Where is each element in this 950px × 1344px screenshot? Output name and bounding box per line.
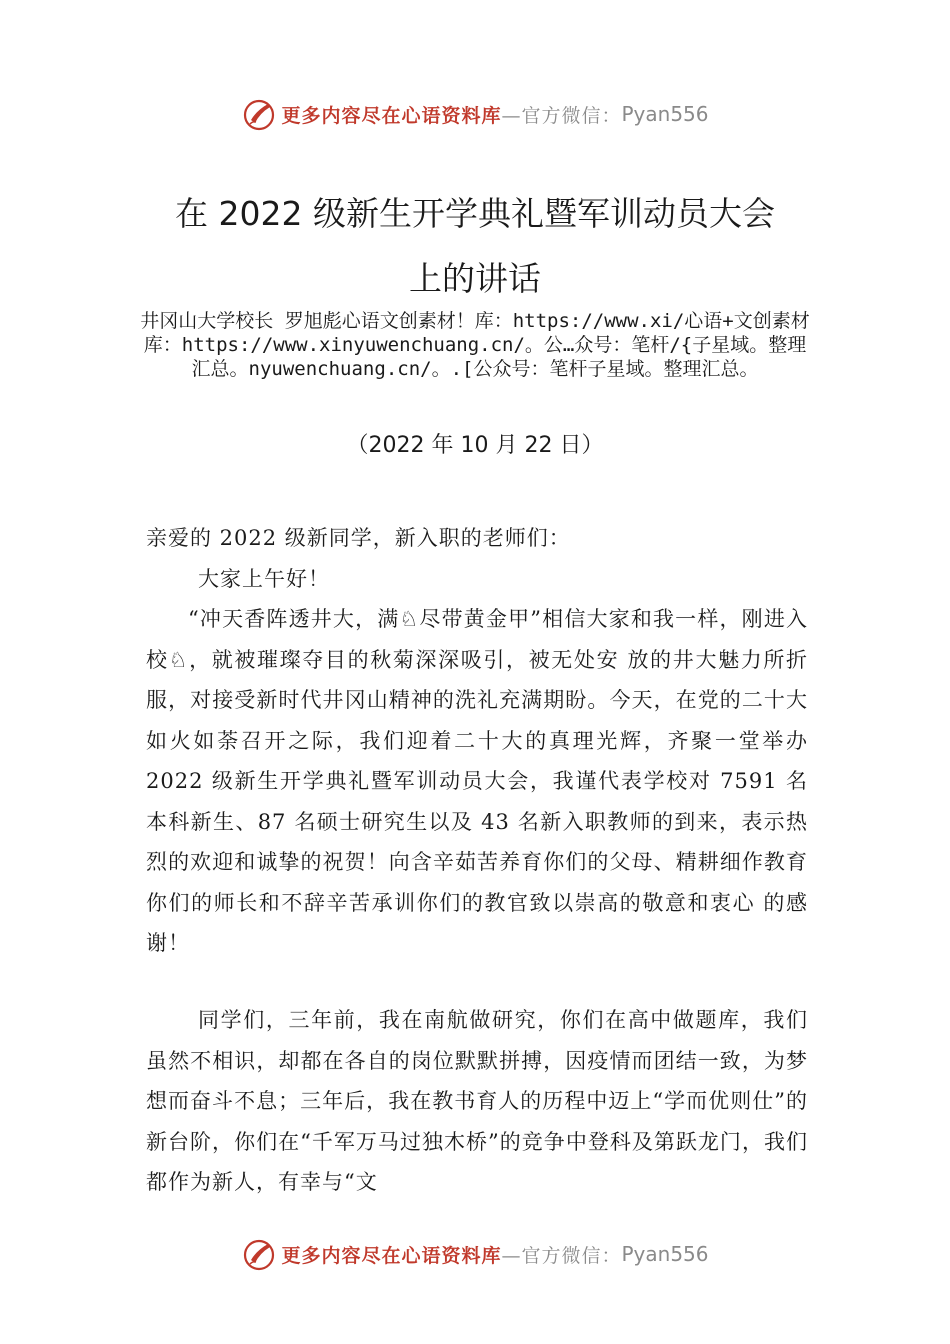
document-title-line1: 在 2022 级新生开学典礼暨军训动员大会 [175,194,775,233]
author-byline: 井冈山大学校长 罗旭彪心语文创素材！库：https://www.xi/心语+文创素材库：https://www.xinyuwenchuang.cn/。公…众号：笔杆/{子星域。整理汇总。nyuwenchuang.cn/。.[公众号：笔杆子星域。整理汇总。 [140,310,810,380]
paragraph-2: 同学们，三年前，我在南航做研究，你们在高中做题库，我们虽然不相识，却都在各自的岗位默默拼搏，因疫情而团结一致，为梦想而奋斗不息；三年后，我在教书育人的历程中迈上“学而优则仕”的新台阶，你们在“千军万马过独木桥”的竞争中登科及第跃龙门，我们都作为新人，有幸与“文 [146,1008,808,1194]
banner-red-text: 更多内容尽在心语资料库 [281,1244,502,1267]
logo-icon [241,1236,277,1272]
salutation: 亲爱的 2022 级新同学，新入职的老师们： [146,526,571,550]
logo-icon [241,96,277,132]
greeting: 大家上午好！ [198,567,330,591]
document-title-line2: 上的讲话 [409,259,541,298]
banner-gray-text: —官方微信： [501,1244,622,1267]
paragraph-1: “冲天香阵透井大，满♘尽带黄金甲”相信大家和我一样，刚进入校♘，就被璀璨夺目的秋菊深深吸引，被无处安 放的井大魅力所折服，对接受新时代井冈山精神的洗礼充满期盼。今天，在党的二十大如火如荼召开之际，我们迎着二十大的真理光辉，齐聚一堂举办 2022 级新生开学典礼暨军训动员大会，我谨代表学校对 7591 名本科新生、87 名硕士研究生以及 43 名新入职教师的到来，表示热烈的欢迎和诚挚的祝贺！向含辛茹苦养育你们的父母、精耕细作教育你们的师长和不辞辛苦承训你们的教官致以崇高的敬意和衷心 的感谢！ [146,607,808,955]
speech-date: （2022 年 10 月 22 日） [346,433,604,458]
banner-red-text: 更多内容尽在心语资料库 [281,104,502,127]
banner-gray-text: —官方微信： [501,104,622,127]
banner-wechat-id: Pyan556 [621,102,709,126]
banner-wechat-id: Pyan556 [621,1242,709,1266]
footer-banner [0,1232,950,1276]
header-banner [0,92,950,136]
